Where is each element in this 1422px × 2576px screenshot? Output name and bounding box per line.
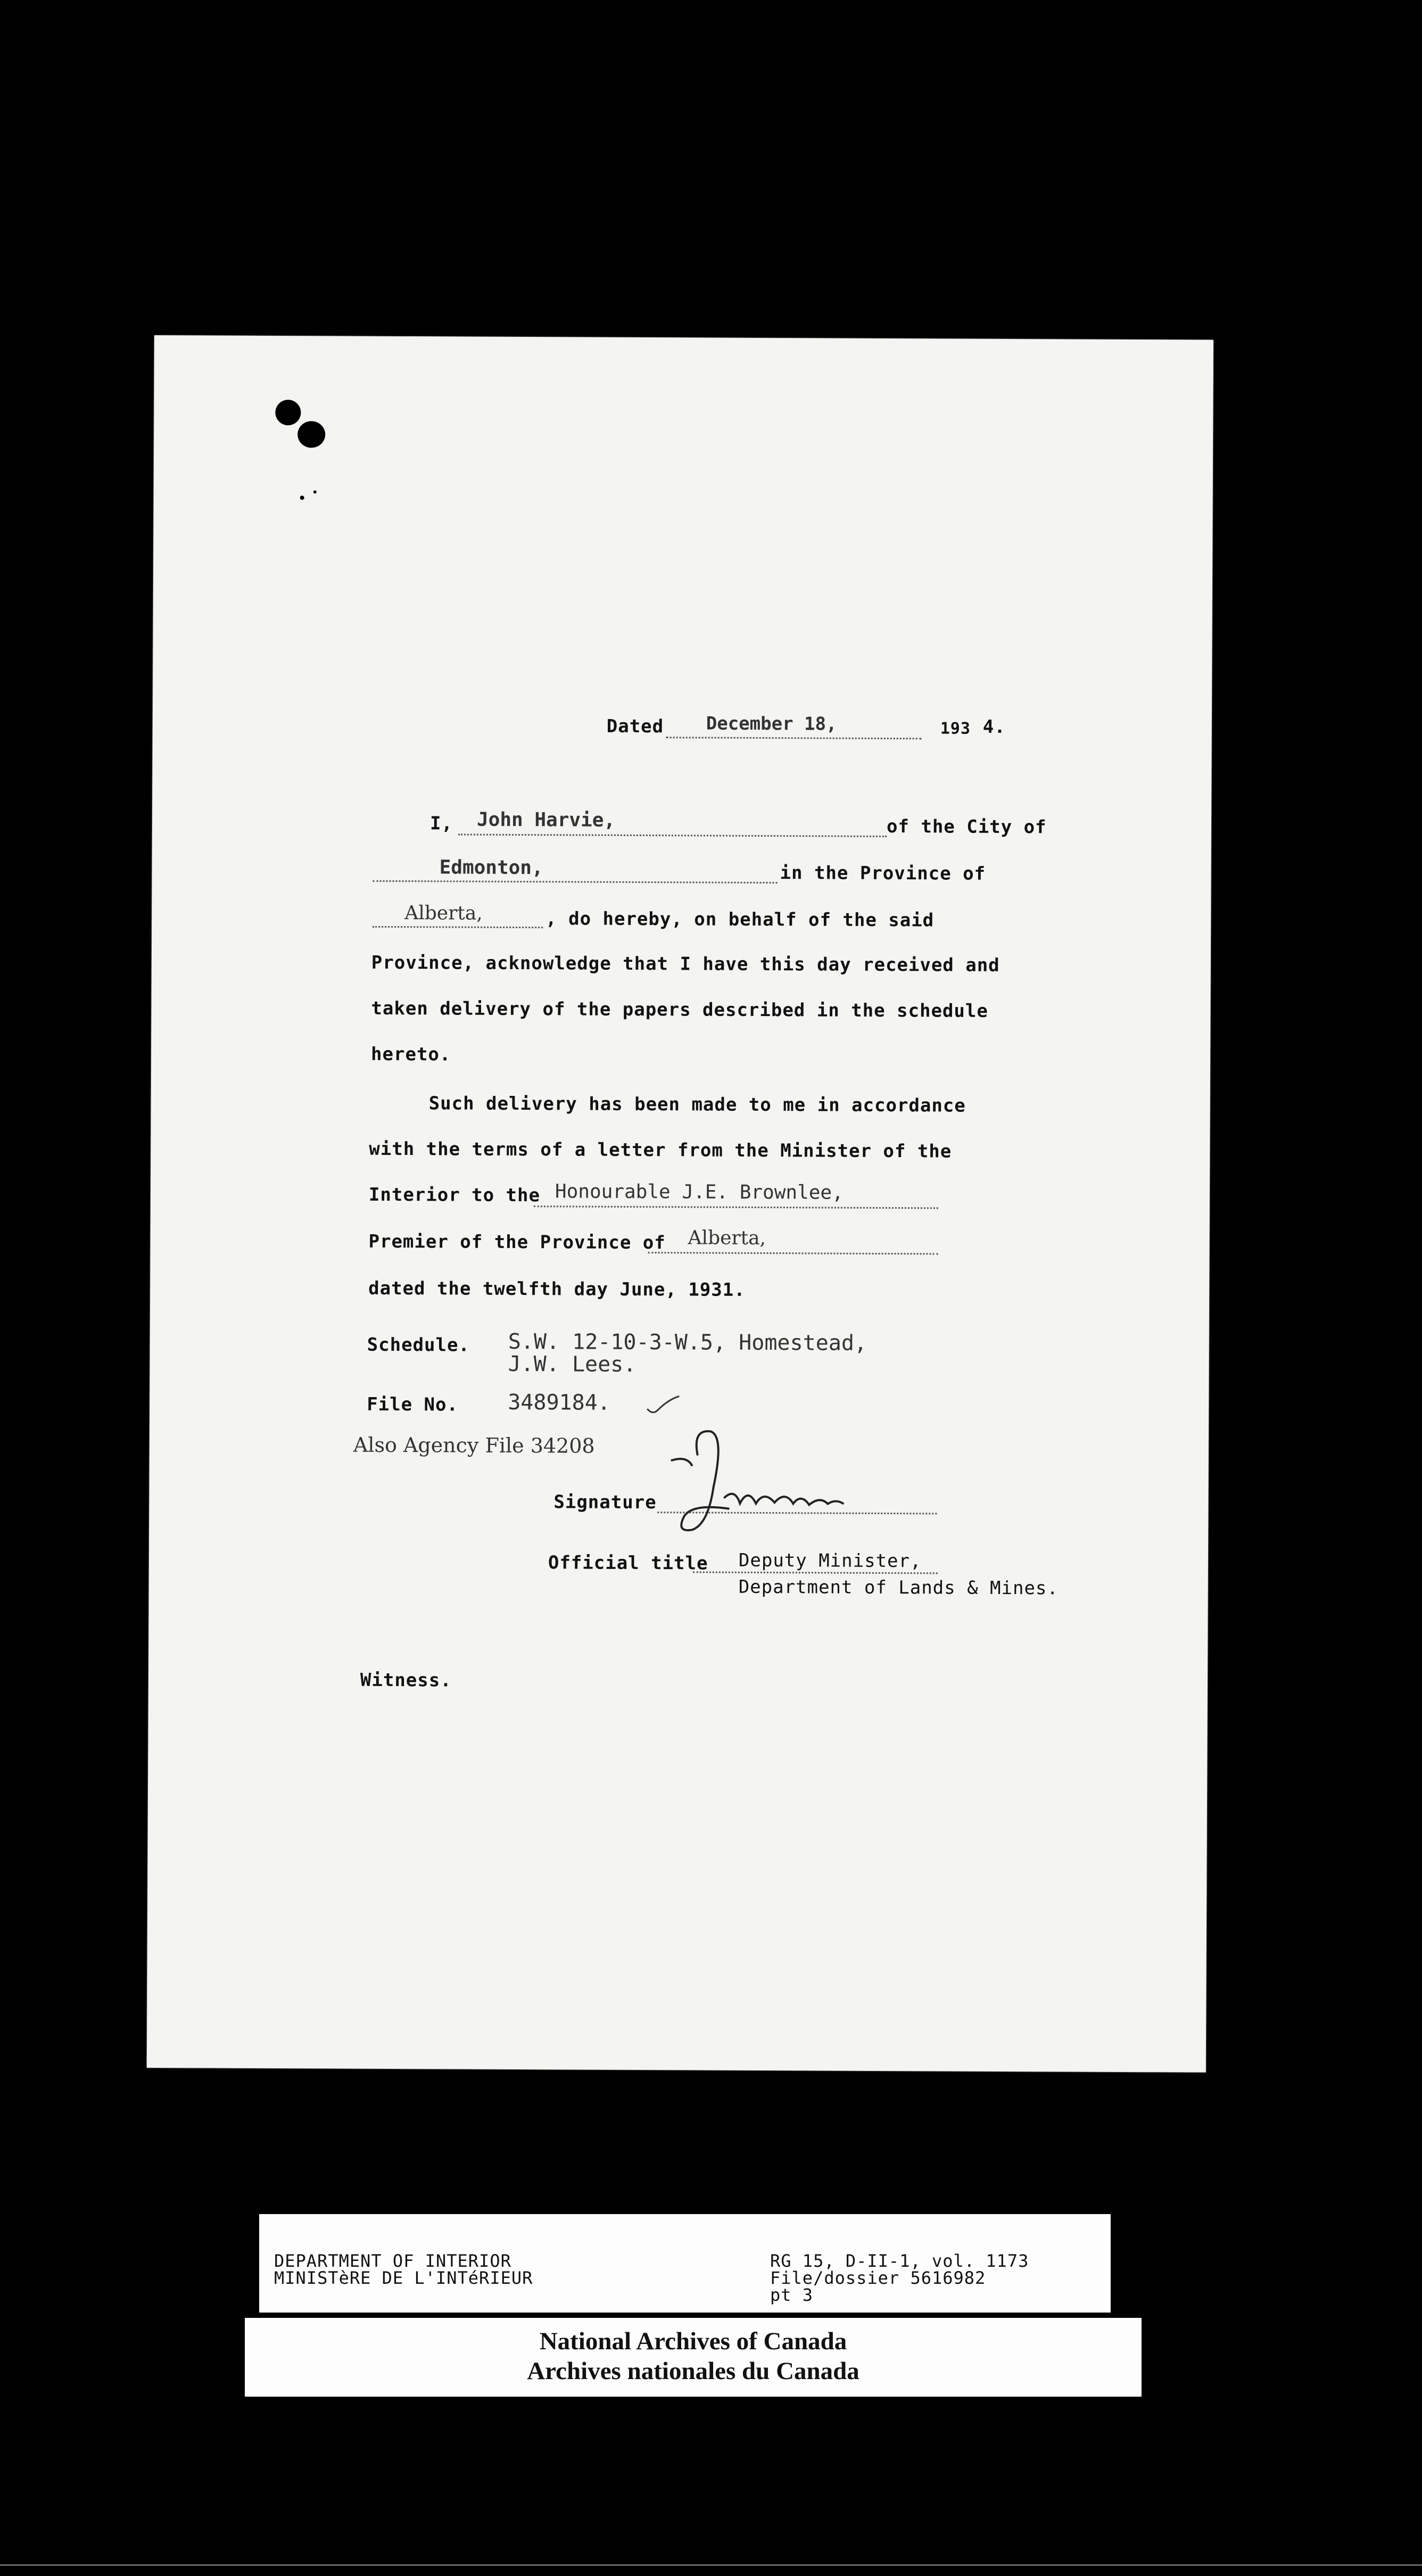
honourable-value: Honourable J.E. Brownlee, — [555, 1180, 844, 1204]
city-value: Edmonton, — [439, 856, 543, 879]
ref-line-2: File/dossier 5616982 — [770, 2268, 986, 2288]
dated-twelfth: dated the twelfth day June, 1931. — [368, 1277, 746, 1301]
banner-line-fr: Archives nationales du Canada — [527, 2357, 859, 2385]
province-underline — [373, 926, 543, 928]
bottom-divider — [0, 2564, 1422, 2566]
archive-banner — [245, 2318, 1142, 2397]
i-label: I, — [429, 813, 453, 835]
signature-label: Signature — [553, 1491, 657, 1514]
year-suffix: 4. — [982, 716, 1006, 738]
dated-label: Dated — [606, 715, 664, 738]
ref-line-3: pt 3 — [770, 2285, 814, 2305]
dated-value: December 18, — [706, 713, 837, 735]
of-city-label: of the City of — [886, 816, 1047, 838]
agency-file: Also Agency File 34208 — [353, 1433, 595, 1458]
check-mark-icon — [644, 1394, 682, 1415]
dept-en: DEPARTMENT OF INTERIOR — [274, 2251, 511, 2271]
official-title-line-2: Department of Lands & Mines. — [738, 1576, 1059, 1599]
premier-underline — [648, 1252, 938, 1254]
archive-reference-label — [259, 2214, 1111, 2313]
speck — [300, 496, 304, 500]
year-prefix: 193 — [940, 719, 971, 738]
speck — [313, 490, 317, 493]
handwritten-signature — [660, 1423, 873, 1541]
body-line-8: with the terms of a letter from the Minister of the — [369, 1138, 952, 1162]
dept-fr: MINISTèRE DE L'INTéRIEUR — [274, 2268, 533, 2288]
body-line-5: taken delivery of the papers described in the schedule — [371, 997, 988, 1022]
official-title-label: Official title — [548, 1552, 708, 1574]
document-page — [147, 335, 1213, 2073]
official-title-underline — [693, 1571, 938, 1574]
in-province-label: in the Province of — [780, 862, 986, 885]
city-underline — [373, 880, 778, 884]
punch-hole — [275, 400, 301, 425]
punch-hole — [297, 421, 325, 448]
banner-line-en: National Archives of Canada — [539, 2327, 847, 2355]
file-label: File No. — [367, 1393, 459, 1416]
file-value: 3489184. — [508, 1390, 611, 1415]
interior-label: Interior to the — [368, 1184, 541, 1207]
premier-province-value: Alberta, — [688, 1227, 766, 1250]
honourable-underline — [534, 1206, 938, 1209]
schedule-line-1: S.W. 12-10-3-W.5, Homestead, — [508, 1329, 867, 1356]
schedule-line-2: J.W. Lees. — [508, 1351, 636, 1377]
witness-label: Witness. — [360, 1669, 452, 1691]
body-line-6: hereto. — [371, 1043, 451, 1066]
official-title-line-1: Deputy Minister, — [738, 1549, 922, 1572]
dated-underline — [666, 737, 922, 739]
body-line-7: Such delivery has been made to me in accordance — [428, 1093, 966, 1117]
body-line-4: Province, acknowledge that I have this day received and — [371, 952, 1000, 976]
premier-label: Premier of the Province of — [368, 1231, 666, 1254]
schedule-label: Schedule. — [367, 1334, 470, 1356]
province-value: Alberta, — [404, 902, 483, 924]
ref-line-1: RG 15, D-II-1, vol. 1173 — [770, 2251, 1029, 2271]
hereby-text: , do hereby, on behalf of the said — [545, 908, 935, 931]
name-underline — [458, 834, 887, 838]
name-value: John Harvie, — [476, 808, 616, 831]
